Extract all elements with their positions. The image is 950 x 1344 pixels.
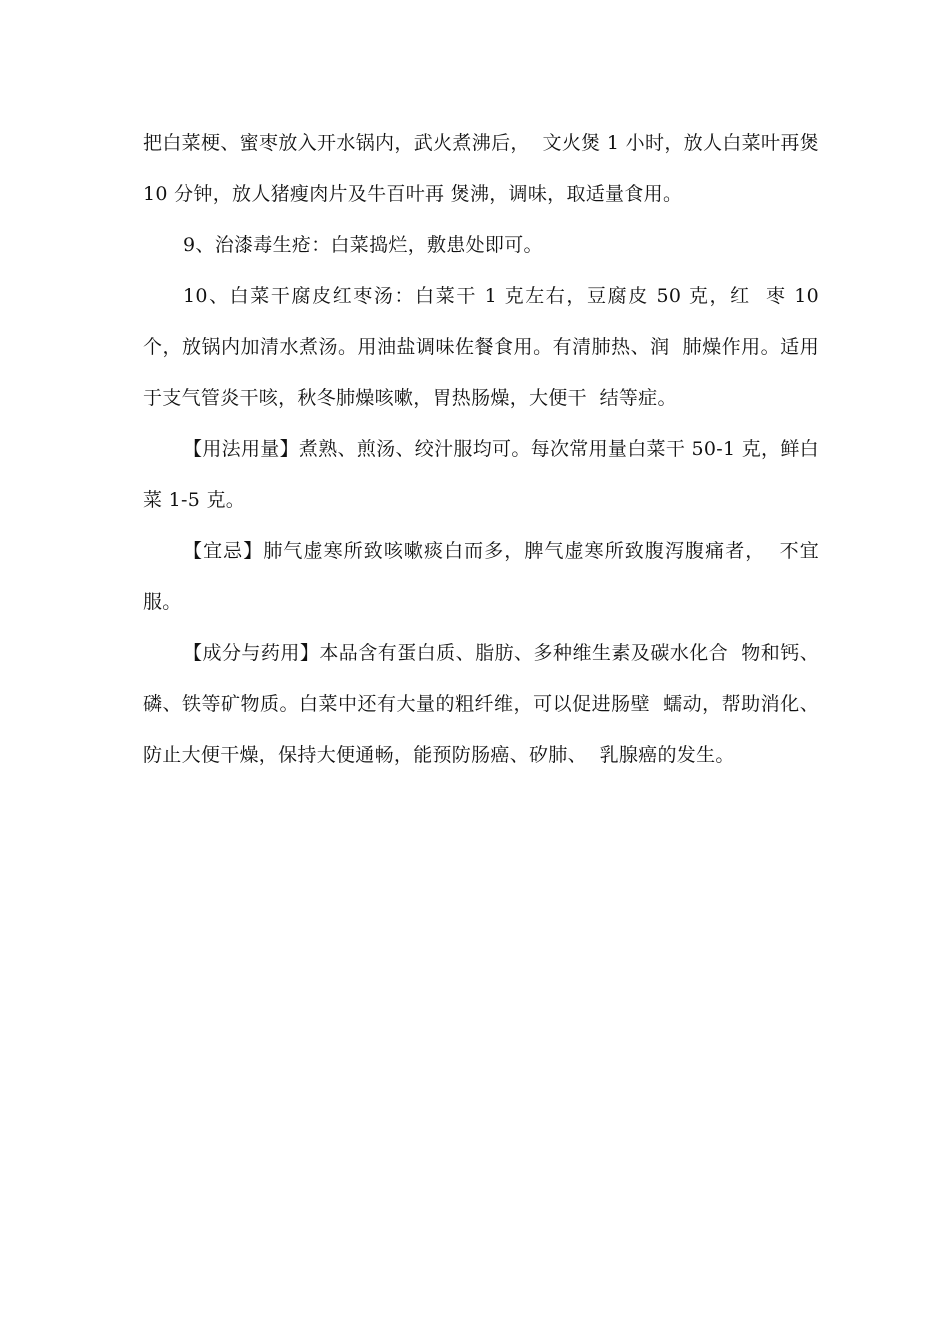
document-body (143, 118, 826, 781)
paragraph-item-10: 10、白菜干腐皮红枣汤：白菜干 1 克左右，豆腐皮 50 克，红 枣 10 个，放锅内加清水煮汤。用油盐调味佐餐食用。有清肺热、润 肺燥作用。适用于支气管炎干咳，秋冬肺燥咳嗽，胃热肠燥，大便干 结等症。 (143, 285, 826, 409)
paragraph-recipe-continuation: 把白菜梗、蜜枣放入开水锅内，武火煮沸后， 文火煲 1 小时，放人白菜叶再煲 10 分钟，放人猪瘦肉片及牛百叶再 煲沸，调味，取适量食用。 (143, 132, 826, 205)
paragraph-usage-dosage: 【用法用量】煮熟、煎汤、绞汁服均可。每次常用量白菜干 50-1 克，鲜白菜 1-5 克。 (143, 438, 819, 511)
paragraph-composition: 【成分与药用】本品含有蛋白质、脂肪、多种维生素及碳水化合 物和钙、磷、铁等矿物质。白菜中还有大量的粗纤维，可以促进肠壁 蠕动，帮助消化、防止大便干燥，保持大便通畅，能预防肠癌、矽肺、 乳腺癌的发生。 (143, 642, 819, 766)
paragraph-contraindications: 【宜忌】肺气虚寒所致咳嗽痰白而多，脾气虚寒所致腹泻腹痛者， 不宜服。 (143, 540, 819, 613)
paragraph-item-9: 9、治漆毒生疮：白菜捣烂，敷患处即可。 (183, 234, 543, 256)
